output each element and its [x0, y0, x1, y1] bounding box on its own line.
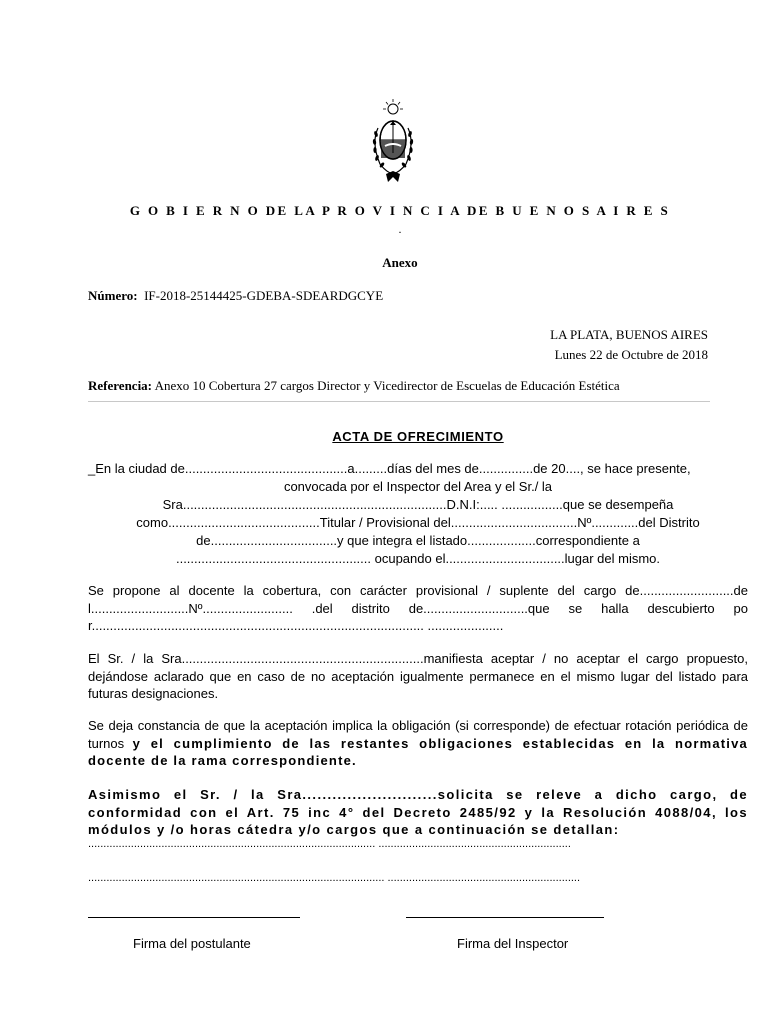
provincial-seal-icon — [368, 98, 418, 186]
signature-label-postulante: Firma del postulante — [133, 936, 251, 951]
signature-line-inspector — [406, 917, 604, 918]
paragraph-constancia — [88, 717, 748, 770]
signature-label-inspector: Firma del Inspector — [457, 936, 569, 951]
constancia-bold-text: y el cumplimiento de las restantes obligaciones establecidas en la normativa docente de la rama correspondiente. — [88, 735, 748, 768]
intro-line-3: Sra.........................................................................D.N.I:..... .................que se desempeña — [162, 497, 674, 512]
paragraph-manifiesta: El Sr. / la Sra...................................................................manifiesta aceptar / no aceptar el cargo propuesto, dejándose aclarado que en caso de no aceptación igualmente permanece en el mismo lugar del listado para futuras designaciones. — [88, 651, 748, 701]
intro-line-5: de...................................y que integra el listado...................correspondiente a — [196, 533, 640, 548]
paragraph-asimismo: Asimismo el Sr. / la Sra...........................solicita se releve a dicho cargo, de conformidad con el Art. 75 inc 4° del Decreto 2485/92 y la Resolución 4088/04, los módulos y /o horas cátedra y/o cargos que a continuación se detallan: — [88, 787, 748, 837]
header-dot: . — [398, 222, 402, 236]
dotted-line-1: .............................................................................................. ............................................................... — [88, 838, 571, 850]
acta-title: ACTA DE OFRECIMIENTO — [332, 429, 504, 444]
header-divider — [88, 401, 710, 402]
referencia-label: Referencia: — [88, 378, 153, 393]
intro-line-6: ...................................................... ocupando el.................................lugar del mismo. — [175, 551, 661, 566]
document-number — [88, 288, 383, 304]
paragraph-propone: Se propone al docente la cobertura, con carácter provisional / suplente del cargo de..........................del...........................Nº......................... .del distrito de.............................que se halla descubierto por............................................................................................ ..................... — [88, 583, 748, 633]
date: Lunes 22 de Octubre de 2018 — [554, 347, 708, 362]
constancia-text: Se deja constancia de que la aceptación implica la obligación (si corresponde) de efectuar rotación periódica de turnos — [88, 718, 748, 751]
intro-line-1: _En la ciudad de.............................................a.........días del mes de...............de 20...., se hace presente, — [88, 461, 691, 476]
intro-line-2: convocada por el Inspector del Area y el Sr./ la — [283, 479, 553, 494]
numero-label: Número: — [88, 288, 138, 303]
dotted-line-2: ................................................................................................. ............................................................... — [88, 872, 581, 884]
intro-line-4: como..........................................Titular / Provisional del...................................Nº.............del Distrito — [136, 515, 700, 530]
signature-line-postulante — [88, 917, 300, 918]
city: LA PLATA, BUENOS AIRES — [550, 327, 708, 342]
numero-value: IF-2018-25144425-GDEBA-SDEARDGCYE — [144, 288, 384, 303]
place-date-block — [550, 325, 708, 365]
reference — [88, 378, 620, 394]
referencia-value: Anexo 10 Cobertura 27 cargos Director y Vicedirector de Escuelas de Educación Estética — [154, 378, 620, 393]
government-header: G O B I E R N O DE LA P R O V I N C I A DE B U E N O S A I R E S — [129, 203, 671, 218]
document-type: Anexo — [382, 255, 418, 270]
